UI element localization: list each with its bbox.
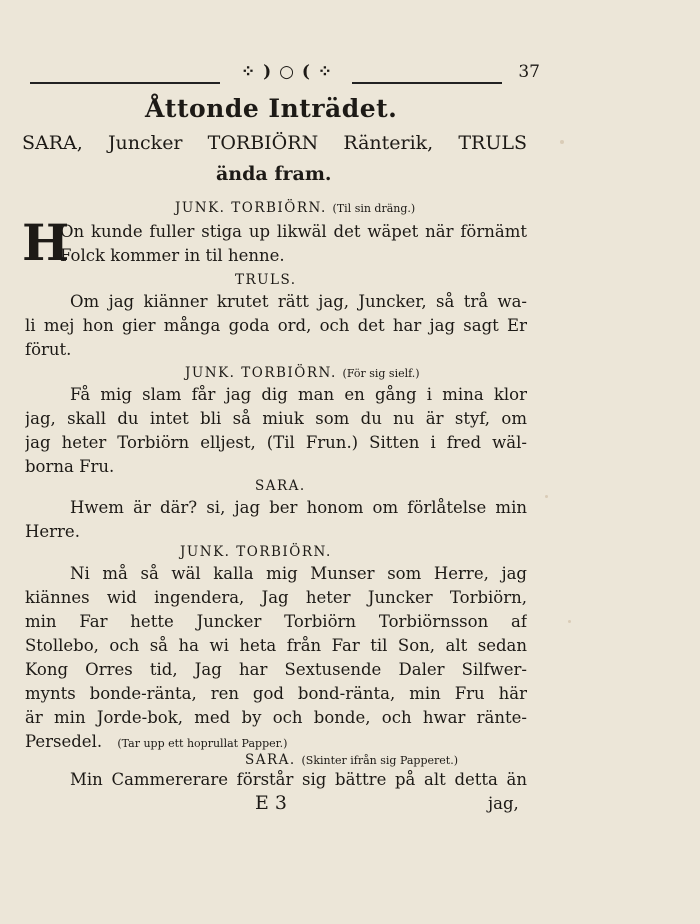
- scene-heading: Åttonde Inträdet.: [145, 94, 398, 123]
- header-rule-left: [30, 82, 220, 84]
- text-line: [25, 732, 287, 751]
- text-line: förut.: [25, 340, 72, 359]
- text-line: mynts bonde-ränta, ren god bond-ränta, min Fru här: [25, 684, 527, 703]
- text-line: min Far hette Juncker Torbiörn Torbiörnsson af: [25, 612, 527, 631]
- paper-stain: [560, 140, 564, 144]
- text-line: Få mig slam får jag dig man en gång i mina klor: [70, 385, 527, 404]
- text-line: Om jag kiänner krutet rätt jag, Juncker, så trå wa-: [70, 292, 527, 311]
- running-header: [22, 62, 540, 86]
- speaker-name: JUNK. TORBIÖRN.: [180, 544, 332, 560]
- text-line: är min Jorde-bok, med by och bonde, och hwar ränte-: [25, 708, 527, 727]
- text-line: Folck kommer in til henne.: [60, 246, 285, 265]
- speaker-label: [175, 200, 415, 216]
- stage-direction: (Til sin dräng.): [332, 202, 416, 215]
- text-line: On kunde fuller stiga up likwäl det wäpet när förnämt: [60, 222, 527, 241]
- speaker-label: [185, 365, 420, 381]
- cast-line: SARA, Juncker TORBIÖRN Ränterik, TRULS: [22, 132, 527, 154]
- text-line-end: Persedel.: [25, 732, 103, 751]
- speaker-label: [180, 544, 332, 560]
- drop-cap: H: [22, 213, 70, 272]
- stage-direction: (Skinter ifrån sig Papperet.): [301, 754, 459, 767]
- text-line: borna Fru.: [25, 457, 115, 476]
- speaker-label: [235, 272, 297, 288]
- cast-line-continued: ända fram.: [216, 163, 332, 185]
- speaker-name: SARA.: [255, 478, 306, 494]
- page-number: 37: [518, 62, 540, 82]
- stage-direction: (För sig sielf.): [342, 367, 420, 380]
- speaker-name: JUNK. TORBIÖRN.: [175, 200, 327, 216]
- header-ornament: ⁘ ) ○ ( ⁘: [240, 62, 334, 82]
- speaker-label: [255, 478, 306, 494]
- text-line: jag, skall du intet bli så miuk som du nu är styf, om: [25, 409, 527, 428]
- text-line: kiännes wid ingendera, Jag heter Juncker Torbiörn,: [25, 588, 527, 607]
- text-line: jag heter Torbiörn elljest, (Til Frun.) Sitten i fred wäl-: [25, 433, 527, 452]
- header-rule-right: [352, 82, 502, 84]
- stage-direction: (Tar upp ett hoprullat Papper.): [117, 737, 288, 750]
- speaker-name: SARA.: [245, 752, 296, 768]
- signature-mark: E 3: [255, 792, 287, 814]
- text-line: Ni må så wäl kalla mig Munser som Herre, jag: [70, 564, 527, 583]
- speaker-name: TRULS.: [235, 272, 297, 288]
- text-line: Kong Orres tid, Jag har Sextusende Daler Silfwer-: [25, 660, 527, 679]
- text-line: Stollebo, och så ha wi heta från Far til Son, alt sedan: [25, 636, 527, 655]
- paper-stain: [568, 620, 571, 623]
- text-line: Min Cammererare förstår sig bättre på alt detta än: [70, 770, 527, 789]
- speaker-name: JUNK. TORBIÖRN.: [185, 365, 337, 381]
- text-line: Hwem är där? si, jag ber honom om förlåtelse min: [70, 498, 527, 517]
- text-line: li mej hon gier många goda ord, och det har jag sagt Er: [25, 316, 527, 335]
- paper-stain: [545, 495, 548, 498]
- catchword: jag,: [488, 794, 519, 813]
- text-line: Herre.: [25, 522, 80, 541]
- speaker-label: [245, 752, 458, 768]
